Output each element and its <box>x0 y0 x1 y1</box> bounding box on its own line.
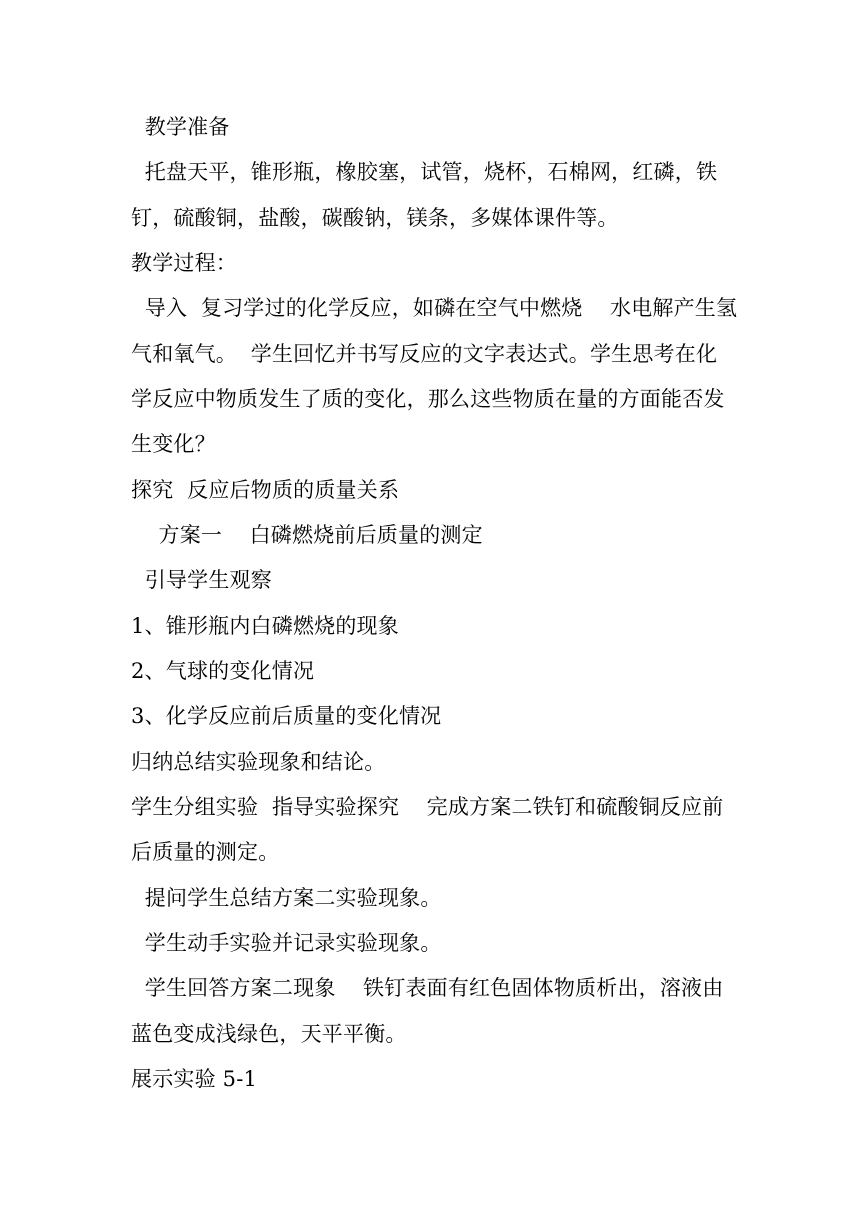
materials-line-2: 钉，硫酸铜，盐酸，碳酸钠，镁条，多媒体课件等。 <box>131 206 619 230</box>
observe-item-3: 3、化学反应前后质量的变化情况 <box>131 704 442 728</box>
guide-observe: 引导学生观察 <box>131 568 272 592</box>
answer-line-2: 蓝色变成浅绿色，天平平衡。 <box>131 1022 407 1046</box>
group-experiment-line-1: 学生分组实验 指导实验探究 完成方案二铁钉和硫酸铜反应前 <box>131 795 724 819</box>
explore-heading: 探究 反应后物质的质量关系 <box>131 478 400 502</box>
question-line: 提问学生总结方案二实验现象。 <box>131 886 442 910</box>
group-experiment-line-2: 后质量的测定。 <box>131 840 280 864</box>
heading-teaching-process: 教学过程： <box>131 251 237 275</box>
materials-line-1: 托盘天平，锥形瓶，橡胶塞，试管，烧杯，石棉网，红磷，铁 <box>131 160 718 184</box>
heading-teaching-preparation: 教学准备 <box>131 115 230 139</box>
observe-item-2: 2、气球的变化情况 <box>131 659 315 683</box>
demo-experiment-line: 展示实验 5-1 <box>131 1067 258 1091</box>
hands-on-line: 学生动手实验并记录实验现象。 <box>131 931 442 955</box>
summary-line: 归纳总结实验现象和结论。 <box>131 750 386 774</box>
observe-item-1: 1、锥形瓶内白磷燃烧的现象 <box>131 614 399 638</box>
intro-line-1: 导入 复习学过的化学反应，如磷在空气中燃烧 水电解产生氢 <box>131 296 738 320</box>
answer-line-1: 学生回答方案二现象 铁钉表面有红色固体物质析出，溶液由 <box>131 976 724 1000</box>
intro-line-4: 生变化？ <box>131 432 216 456</box>
intro-line-3: 学反应中物质发生了质的变化，那么这些物质在量的方面能否发 <box>131 387 725 411</box>
plan-one-heading: 方案一 白磷燃烧前后质量的测定 <box>131 523 483 547</box>
intro-line-2: 气和氧气。 学生回忆并书写反应的文字表达式。学生思考在化 <box>131 342 718 366</box>
